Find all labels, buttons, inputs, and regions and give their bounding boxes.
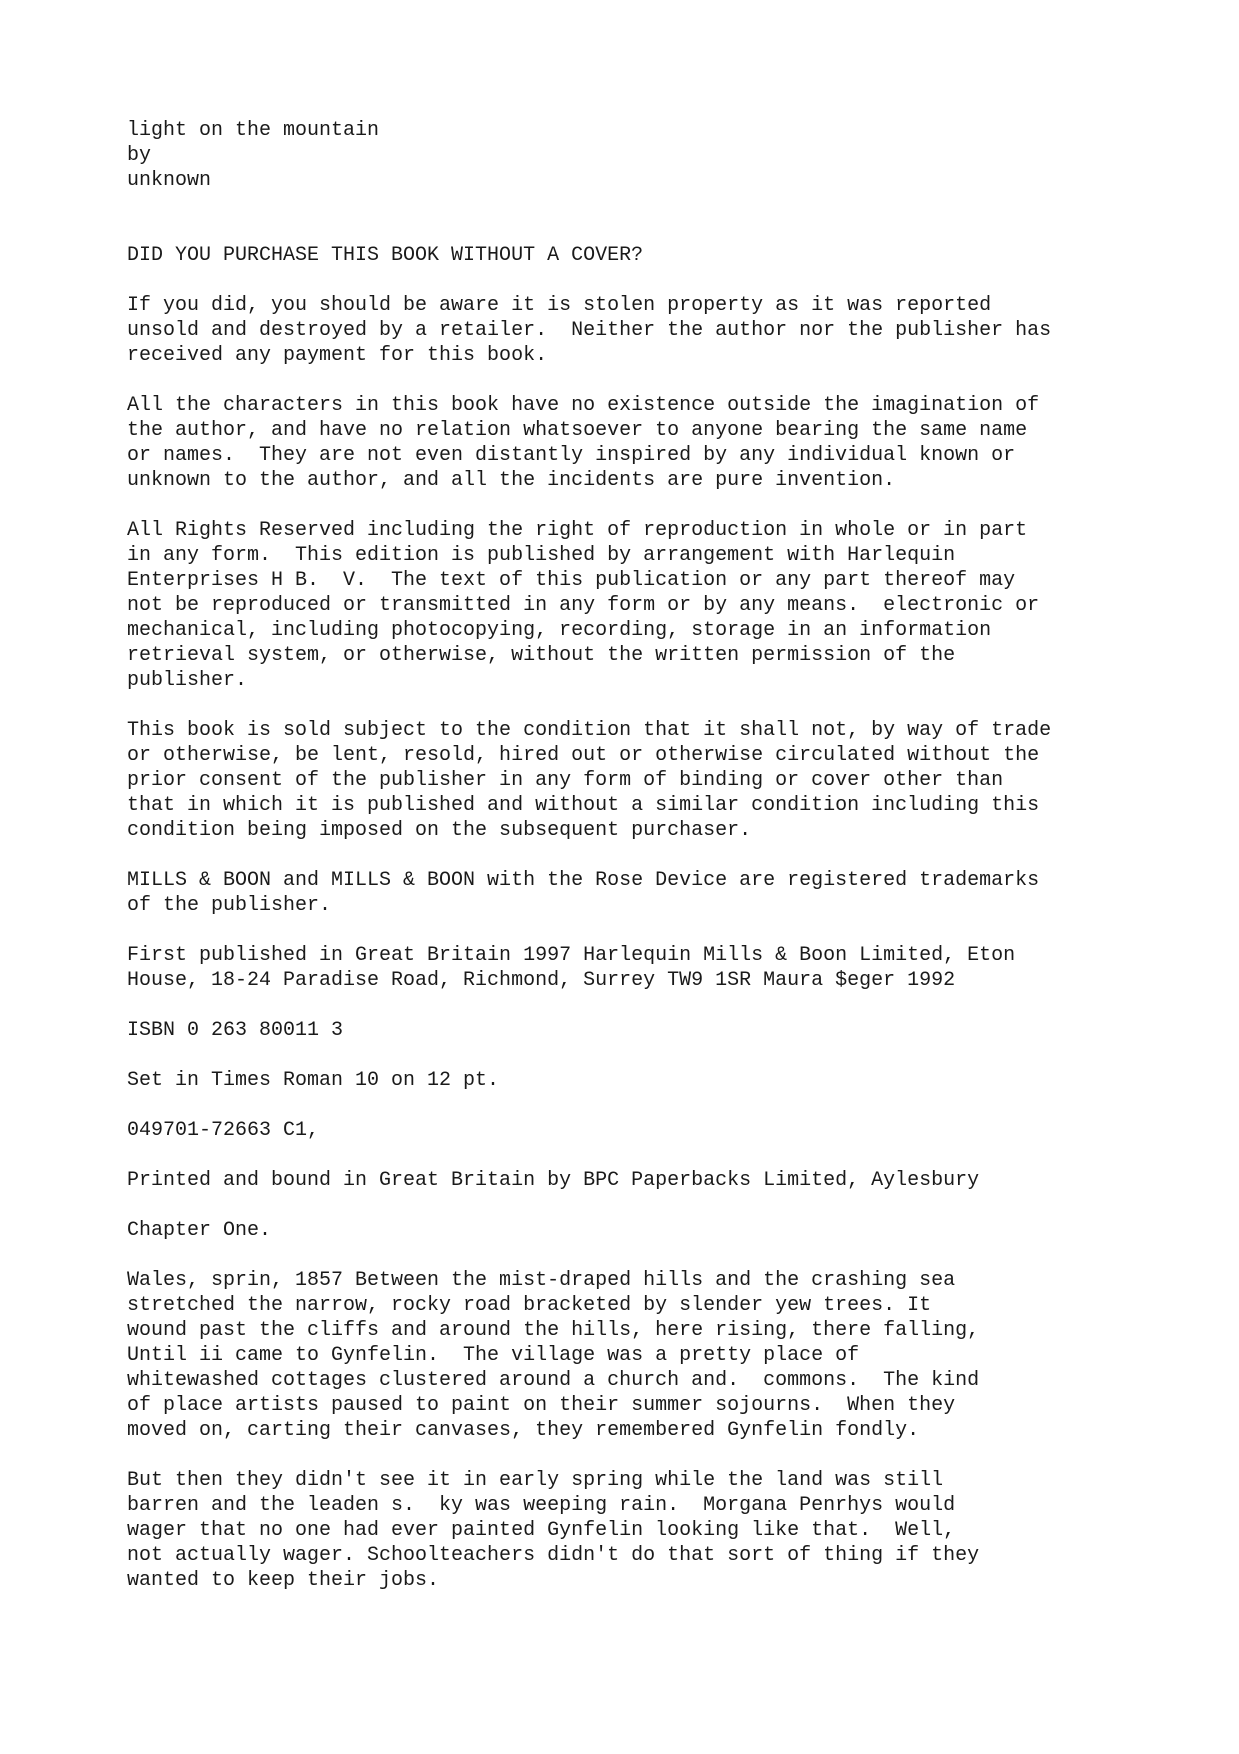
paragraph — [127, 718, 1227, 843]
paragraph — [127, 943, 1227, 993]
paragraph-gap — [127, 993, 1227, 1018]
text-line: stretched the narrow, rocky road bracketed by slender yew trees. It — [127, 1294, 932, 1317]
text-line: But then they didn't see it in early spring while the land was still — [127, 1469, 944, 1492]
paragraph-gap — [127, 268, 1227, 293]
paragraph-gap — [127, 1143, 1227, 1168]
paragraph — [127, 1468, 1227, 1593]
paragraph — [127, 1168, 1227, 1193]
text-line: prior consent of the publisher in any form of binding or cover other than — [127, 769, 1004, 792]
text-line: of the publisher. — [127, 894, 332, 917]
paragraph — [127, 868, 1227, 918]
text-line: barren and the leaden s. ky was weeping rain. Morgana Penrhys would — [127, 1494, 956, 1517]
text-line: not actually wager. Schoolteachers didn't do that sort of thing if they — [127, 1544, 980, 1567]
text-line: Enterprises H B. V. The text of this publication or any part thereof may — [127, 569, 1016, 592]
text-line: the author, and have no relation whatsoever to anyone bearing the same name — [127, 419, 1028, 442]
text-line: Printed and bound in Great Britain by BPC Paperbacks Limited, Aylesbury — [127, 1169, 980, 1192]
text-line: mechanical, including photocopying, recording, storage in an information — [127, 619, 992, 642]
text-line: or names. They are not even distantly inspired by any individual known or — [127, 444, 1016, 467]
book-title: light on the mountain — [127, 119, 380, 142]
text-line: condition being imposed on the subsequent purchaser. — [127, 819, 752, 842]
paragraph — [127, 1018, 1227, 1043]
body-text — [127, 243, 1227, 1593]
paragraph-gap — [127, 1093, 1227, 1118]
paragraph-gap — [127, 1443, 1227, 1468]
text-line: moved on, carting their canvases, they remembered Gynfelin fondly. — [127, 1419, 920, 1442]
paragraph — [127, 518, 1227, 693]
paragraph-gap — [127, 1193, 1227, 1218]
text-line: ISBN 0 263 80011 3 — [127, 1019, 344, 1042]
text-line: Set in Times Roman 10 on 12 pt. — [127, 1069, 500, 1092]
text-line: in any form. This edition is published by arrangement with Harlequin — [127, 544, 956, 567]
paragraph — [127, 1068, 1227, 1093]
text-line: wound past the cliffs and around the hills, here rising, there falling, — [127, 1319, 980, 1342]
paragraph-gap — [127, 368, 1227, 393]
paragraph — [127, 243, 1227, 268]
text-line: or otherwise, be lent, resold, hired out or otherwise circulated without the — [127, 744, 1040, 767]
paragraph-gap — [127, 693, 1227, 718]
paragraph — [127, 393, 1227, 493]
paragraph — [127, 293, 1227, 368]
byline-label: by — [127, 144, 152, 167]
paragraph-gap — [127, 1043, 1227, 1068]
text-line: DID YOU PURCHASE THIS BOOK WITHOUT A COVER? — [127, 244, 644, 267]
text-line: unknown to the author, and all the incidents are pure invention. — [127, 469, 896, 492]
spacer — [127, 193, 1227, 243]
text-line: Chapter One. — [127, 1219, 272, 1242]
paragraph-gap — [127, 493, 1227, 518]
paragraph — [127, 1118, 1227, 1143]
header-block — [127, 118, 1227, 193]
text-line: If you did, you should be aware it is stolen property as it was reported — [127, 294, 992, 317]
text-line: 049701-72663 C1, — [127, 1119, 320, 1142]
text-line: Until ii came to Gynfelin. The village was a pretty place of — [127, 1344, 860, 1367]
text-line: This book is sold subject to the condition that it shall not, by way of trade — [127, 719, 1052, 742]
text-line: not be reproduced or transmitted in any form or by any means. electronic or — [127, 594, 1040, 617]
text-line: received any payment for this book. — [127, 344, 548, 367]
text-line: wanted to keep their jobs. — [127, 1569, 440, 1592]
paragraph-gap — [127, 843, 1227, 868]
text-line: that in which it is published and without a similar condition including this — [127, 794, 1040, 817]
text-line: House, 18-24 Paradise Road, Richmond, Surrey TW9 1SR Maura $eger 1992 — [127, 969, 956, 992]
paragraph-gap — [127, 1243, 1227, 1268]
text-line: publisher. — [127, 669, 248, 692]
text-line: of place artists paused to paint on their summer sojourns. When they — [127, 1394, 956, 1417]
text-line: whitewashed cottages clustered around a church and. commons. The kind — [127, 1369, 980, 1392]
text-line: MILLS & BOON and MILLS & BOON with the Rose Device are registered trademarks — [127, 869, 1040, 892]
paragraph — [127, 1218, 1227, 1243]
paragraph-gap — [127, 918, 1227, 943]
document-page — [127, 118, 1227, 1593]
text-line: All Rights Reserved including the right of reproduction in whole or in part — [127, 519, 1028, 542]
text-line: wager that no one had ever painted Gynfelin looking like that. Well, — [127, 1519, 956, 1542]
text-line: First published in Great Britain 1997 Harlequin Mills & Boon Limited, Eton — [127, 944, 1016, 967]
text-line: All the characters in this book have no existence outside the imagination of — [127, 394, 1040, 417]
text-line: unsold and destroyed by a retailer. Neither the author nor the publisher has — [127, 319, 1052, 342]
paragraph — [127, 1268, 1227, 1443]
text-line: Wales, sprin, 1857 Between the mist-draped hills and the crashing sea — [127, 1269, 956, 1292]
author-name: unknown — [127, 169, 212, 192]
text-line: retrieval system, or otherwise, without the written permission of the — [127, 644, 956, 667]
